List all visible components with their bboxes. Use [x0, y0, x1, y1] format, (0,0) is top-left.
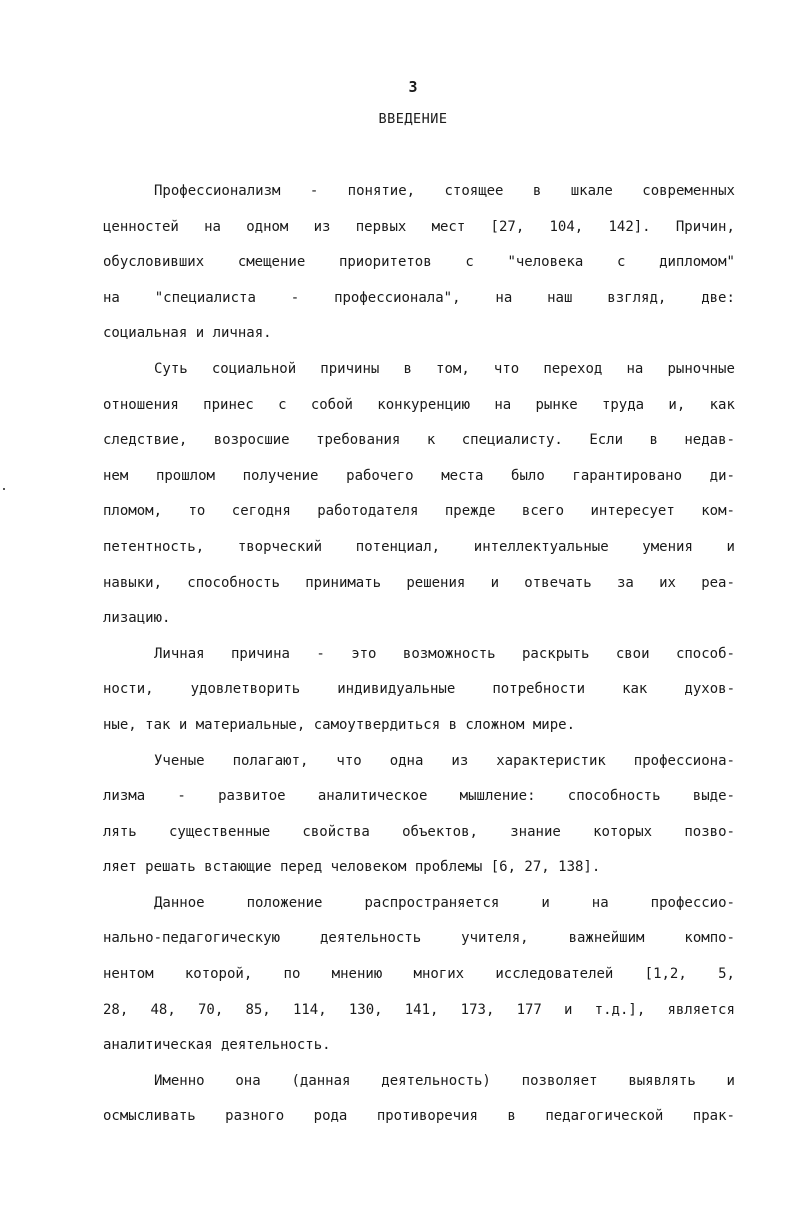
word: позволяет: [521, 1072, 598, 1089]
text-line: [103, 679, 735, 715]
word: раскрыть: [522, 645, 590, 662]
word: их: [659, 574, 676, 591]
word: -: [290, 289, 300, 306]
text-line: социальная и личная.: [103, 325, 272, 342]
word: рынке: [535, 396, 578, 413]
word: обусловивших: [103, 254, 205, 271]
word: из: [451, 752, 469, 769]
word: -: [177, 788, 186, 805]
word: Именно: [154, 1072, 205, 1089]
word: петентность,: [103, 538, 205, 555]
word: наш: [547, 289, 573, 306]
word: конкуренцию: [377, 396, 470, 413]
word: всего: [521, 503, 565, 520]
word: существенные: [168, 823, 271, 840]
word: свои: [615, 645, 650, 662]
text-line: [103, 786, 735, 822]
word: осмысливать: [103, 1108, 196, 1125]
word: к: [426, 432, 436, 449]
word: специалисту.: [461, 432, 563, 449]
word: и: [726, 538, 735, 555]
text-line: ные, так и материальные, самоутвердиться в сложном мире.: [103, 716, 576, 733]
word: противоречия: [376, 1108, 478, 1125]
word: реа-: [701, 574, 735, 591]
word: Данное: [154, 894, 205, 911]
body-text: [103, 181, 735, 1142]
word: способ-: [675, 645, 735, 662]
word: Если: [589, 432, 624, 449]
word: объектов,: [402, 823, 478, 840]
word: [27,: [490, 218, 525, 235]
word: способность: [187, 574, 280, 591]
word: удовлетворить: [190, 681, 301, 698]
word: которых: [593, 823, 653, 840]
word: принимать: [305, 574, 382, 591]
word: ком-: [701, 503, 735, 520]
text-line: [103, 822, 735, 858]
word: на: [103, 289, 120, 306]
word: педагогической: [545, 1108, 664, 1125]
word: места: [441, 467, 484, 484]
word: духов-: [684, 681, 735, 698]
word: положение: [246, 894, 323, 911]
word: свойства: [302, 823, 370, 840]
word: по: [283, 966, 301, 983]
text-line: [103, 395, 735, 431]
text-line: ляет решать встающие перед человеком проблемы [6, 27, 138].: [103, 859, 601, 876]
text-line: [103, 751, 735, 787]
word: выде-: [692, 788, 735, 805]
word: развитое: [218, 788, 286, 805]
word: и: [726, 1072, 735, 1089]
word: исследователей: [495, 966, 614, 983]
word: профессионала",: [334, 289, 461, 306]
text-line: [103, 573, 735, 609]
word: одна: [389, 752, 424, 769]
word: возможность: [402, 645, 496, 662]
section-heading: ВВЕДЕНИЕ: [378, 111, 448, 127]
word: 177: [516, 1001, 542, 1018]
word: 141,: [404, 1001, 439, 1018]
word: и,: [668, 396, 686, 413]
text-line: [103, 1000, 735, 1036]
word: Суть: [154, 360, 188, 377]
word: решения: [406, 574, 466, 591]
word: смещение: [237, 254, 306, 271]
text-line: [103, 1106, 735, 1142]
word: причины: [320, 360, 380, 377]
text-line: [103, 644, 735, 680]
text-line: аналитическая деятельность.: [103, 1037, 331, 1054]
word: прежде: [444, 503, 496, 520]
word: понятие,: [347, 183, 416, 199]
word: (данная: [291, 1072, 351, 1089]
word: работодателя: [317, 503, 419, 520]
word: которой,: [184, 966, 253, 983]
word: на: [204, 218, 221, 235]
word: выявлять: [628, 1072, 696, 1089]
word: это: [351, 645, 377, 662]
word: две:: [701, 289, 735, 306]
word: стоящее: [444, 183, 504, 199]
word: ценностей: [103, 218, 179, 235]
word: из: [313, 218, 331, 235]
word: первых: [355, 218, 407, 235]
word: что: [336, 752, 362, 769]
word: сегодня: [231, 503, 291, 520]
word: лять: [103, 823, 137, 840]
word: 28,: [103, 1001, 129, 1018]
word: разного: [225, 1108, 285, 1125]
word: 104,: [549, 218, 584, 235]
word: труда: [601, 396, 645, 413]
word: навыки,: [103, 574, 163, 591]
word: как: [622, 681, 648, 698]
word: ди-: [709, 467, 735, 484]
word: приоритетов: [338, 254, 432, 271]
word: отвечать: [524, 574, 592, 591]
word: рыночные: [667, 360, 735, 377]
word: умения: [642, 538, 693, 555]
word: Личная: [154, 645, 205, 662]
word: является: [667, 1001, 735, 1018]
scan-speck: [3, 488, 5, 490]
word: т.д.],: [594, 1001, 646, 1018]
word: в: [649, 432, 658, 449]
word: и: [541, 894, 550, 911]
text-line: [103, 893, 735, 929]
word: на: [591, 894, 609, 911]
word: за: [616, 574, 634, 591]
word: одном: [246, 218, 289, 235]
word: деятельность: [320, 930, 422, 947]
word: творческий: [237, 538, 323, 555]
word: рода: [313, 1108, 348, 1125]
word: аналитическое: [317, 788, 428, 805]
word: -: [309, 183, 319, 199]
word: мышление:: [459, 788, 536, 805]
word: интересует: [590, 503, 675, 520]
word: отношения: [103, 396, 179, 413]
word: гарантировано: [572, 467, 682, 484]
word: возросшие: [213, 432, 290, 449]
word: компо-: [684, 930, 735, 947]
word: шкале: [570, 183, 613, 199]
word: на: [495, 289, 513, 306]
word: 5,: [718, 966, 735, 983]
word: позво-: [684, 823, 735, 840]
text-line: [103, 217, 735, 253]
text-line: [103, 252, 735, 288]
word: и: [564, 1001, 573, 1018]
word: потенциал,: [355, 538, 441, 555]
word: нем: [103, 467, 129, 484]
text-line: [103, 430, 735, 466]
word: переход: [543, 360, 603, 377]
text-line: [103, 928, 735, 964]
text-line: лизацию.: [103, 610, 171, 627]
word: прак-: [692, 1108, 735, 1125]
word: нально-педагогическую: [103, 930, 281, 947]
word: ности,: [103, 681, 154, 698]
word: лизма: [103, 788, 146, 805]
word: получение: [242, 467, 319, 484]
text-line: [103, 359, 735, 395]
text-line: [103, 964, 735, 1000]
word: многих: [413, 966, 465, 983]
word: 48,: [150, 1001, 176, 1018]
word: [1,2,: [644, 966, 687, 983]
word: принес: [203, 396, 254, 413]
word: с: [278, 396, 287, 413]
word: "человека: [507, 254, 584, 271]
word: мнению: [331, 966, 383, 983]
word: с: [465, 254, 474, 271]
word: прошлом: [155, 467, 215, 484]
word: индивидуальные: [337, 681, 456, 698]
word: современных: [642, 183, 735, 199]
word: требования: [316, 432, 401, 449]
word: распространяется: [364, 894, 500, 911]
word: в: [532, 183, 542, 199]
word: социальной: [211, 360, 297, 377]
word: характеристик: [496, 752, 606, 769]
word: -: [316, 645, 325, 662]
word: 130,: [348, 1001, 383, 1018]
word: 70,: [197, 1001, 224, 1018]
word: 142].: [608, 218, 651, 235]
word: том,: [436, 360, 470, 377]
word: в: [403, 360, 412, 377]
word: важнейшим: [568, 930, 645, 947]
text-line: [103, 1071, 735, 1107]
word: способность: [567, 788, 661, 805]
word: Профессионализм: [154, 183, 281, 199]
word: рабочего: [346, 467, 414, 484]
word: в: [507, 1108, 516, 1125]
word: она: [235, 1072, 261, 1089]
word: учителя,: [461, 930, 529, 947]
word: и: [490, 574, 500, 591]
text-line: [103, 466, 735, 502]
word: с: [616, 254, 626, 271]
word: 114,: [292, 1001, 327, 1018]
word: дипломом": [659, 254, 735, 271]
word: профессиона-: [633, 752, 735, 769]
word: было: [511, 467, 545, 484]
page-number: 3: [408, 78, 418, 96]
word: "специалиста: [154, 289, 256, 306]
word: потребности: [492, 681, 586, 698]
word: что: [493, 360, 520, 377]
text-line: [103, 537, 735, 573]
word: мест: [431, 218, 466, 235]
word: следствие,: [103, 432, 188, 449]
word: то: [188, 503, 206, 520]
word: взгляд,: [607, 289, 667, 306]
word: недав-: [684, 432, 735, 449]
text-line: [103, 501, 735, 537]
word: нентом: [103, 966, 154, 983]
text-line: [103, 288, 735, 324]
word: собой: [310, 396, 353, 413]
word: пломом,: [103, 503, 163, 520]
word: на: [494, 396, 512, 413]
text-line: [103, 181, 735, 217]
word: на: [626, 360, 644, 377]
word: профессио-: [650, 894, 735, 911]
word: как: [709, 396, 735, 413]
word: Причин,: [675, 218, 735, 235]
word: деятельность): [381, 1072, 491, 1089]
word: Ученые: [154, 752, 205, 769]
word: причина: [230, 645, 290, 662]
word: интеллектуальные: [473, 538, 609, 555]
word: полагают,: [232, 752, 309, 769]
word: 173,: [460, 1001, 495, 1018]
word: 85,: [245, 1001, 271, 1018]
word: знание: [510, 823, 561, 840]
